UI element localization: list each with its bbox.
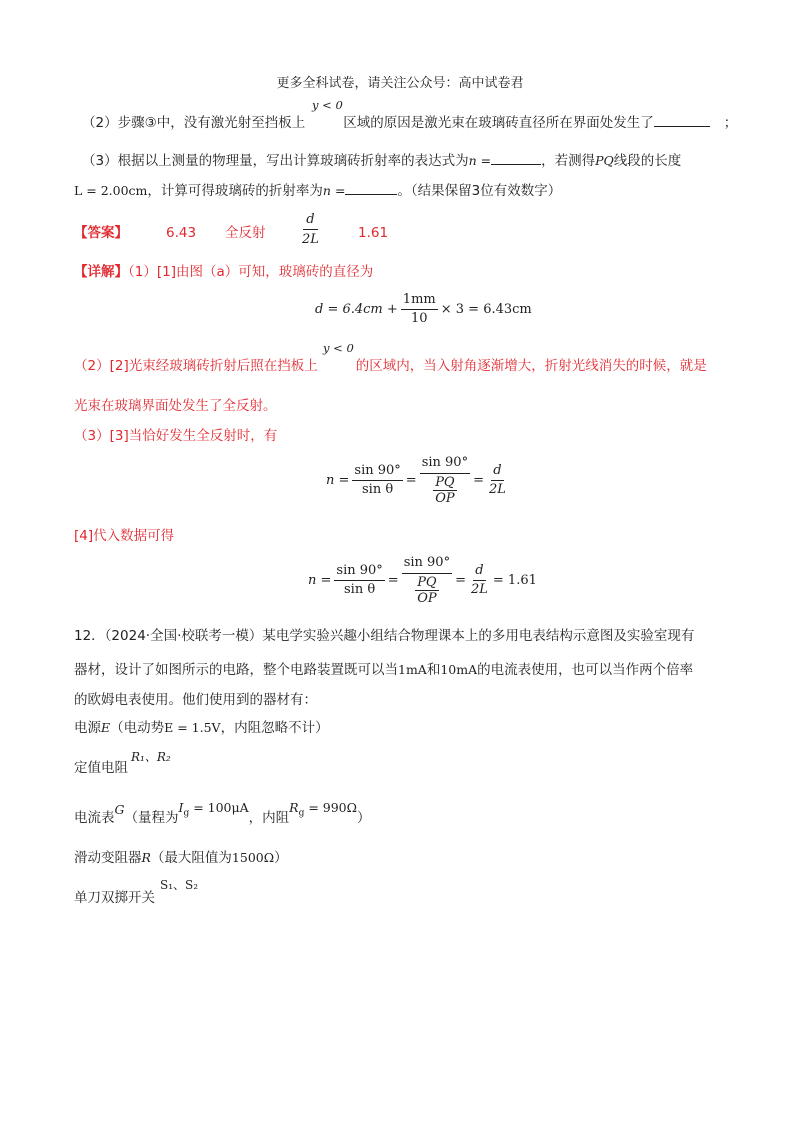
q3-n-eq: n = [468,153,492,168]
f2-num-2: sin 90° [420,454,470,474]
galvanometer-mid2: ，内阻 [248,810,290,826]
f1-fraction [401,292,438,327]
q3-n-eq-2: n = [322,183,346,198]
f3-right: = 1.61 [492,572,537,588]
f2-den-2 [431,474,458,506]
f3-den-2-num: PQ [417,575,437,590]
q12-1ma: 1mA [398,662,427,677]
q3-index-blank[interactable] [345,180,397,195]
answer-4: 1.61 [358,225,389,241]
f1-num: 1mm [401,292,438,310]
galvanometer-resistance: $R_g = 990\Omega$ [289,800,357,819]
f3-eq-2: = [455,572,466,588]
f1-left: d = 6.4cm + [315,302,398,317]
detail-line-1 [74,262,373,282]
detail-p4: [4]代入数据可得 [74,528,175,544]
rheostat-mid: （最大阻值为 [150,850,232,866]
q2-end: ； [723,115,738,131]
detail-p1: （1）[1]由图（a）可知，玻璃砖的直径为 [128,264,374,280]
q3-line1-suffix: 线段的长度 [613,153,682,169]
q3-L-eq: L = 2.00cm [74,183,148,198]
f2-den-2-den: OP [435,491,455,506]
q3-line1-mid: ，若测得 [541,153,596,169]
question-3-line-2 [74,180,561,201]
q12-line2-prefix: 器材，设计了如图所示的电路，整个电路装置既可以当 [74,662,398,678]
detail-label: 【详解】 [74,264,128,280]
f2-fraction-2 [420,454,470,506]
f3-fraction-3 [469,563,490,598]
source-value: E = 1.5V [164,720,221,735]
q12-equipment-source [74,718,329,738]
rheostat-prefix: 滑动变阻器 [74,850,142,866]
page-header: 更多全科试卷，请关注公众号：高中试卷君 [276,76,524,91]
q2-math-y-lt-0: y < 0 [312,98,343,112]
detail-p2-line-2: 光束在玻璃界面处发生了全反射。 [74,398,277,414]
galvanometer-range: $I_g = 100\mu A$ [178,800,249,819]
q12-equipment-resistors-label: 定值电阻 [74,760,128,776]
detail-p3: （3）[3]当恰好发生全反射时，有 [74,428,278,444]
f2-den-1: sin θ [362,481,394,497]
answer-1: 6.43 [166,225,197,241]
f2-fraction-1 [352,463,402,498]
rheostat-symbol: R [141,850,151,865]
q12-line-3: 的欧姆电表使用。他们使用到的器材有： [74,692,317,708]
f3-eq-1: = [387,572,399,588]
formula-index-numeric [308,554,537,606]
q12-equipment-rheostat [74,848,288,868]
f3-den-2-den: OP [417,591,437,606]
f3-den-2 [413,574,440,606]
rheostat-value: 1500Ω [231,850,275,865]
detail-p2-suffix: 的区域内，当入射角逐渐增大，折射光线消失的时候，就是 [355,358,707,374]
source-prefix: 电源 [74,720,101,736]
q12-equipment-switches-label: 单刀双掷开关 [74,890,155,906]
p2-math-y-lt-0: y < 0 [323,341,354,355]
q2-prefix: （2）步骤③中，没有激光射至挡板上 [82,115,306,131]
formula-index-symbolic [326,454,511,506]
answer-3-fraction [302,211,319,248]
f3-den-3: 2L [471,581,488,597]
q3-line2-mid: ，计算可得玻璃砖的折射率为 [147,183,323,199]
f2-den-3: 2L [489,481,506,497]
answer-3-den: 2L [302,232,319,247]
q3-pq: PQ [595,153,614,168]
f2-n: n = [326,472,350,488]
detail-p2-prefix: （2）[2]光束经玻璃砖折射后照在挡板上 [74,358,318,374]
f2-den-2-num: PQ [435,475,455,490]
f3-n: n = [308,572,332,588]
q12-line2-mid: 和 [426,662,441,678]
question-3-line-1 [82,150,681,171]
q3-line2-suffix: 。（结果保留3位有效数字） [397,183,562,199]
source-symbol: E [101,720,111,735]
galvanometer-symbol: G [114,802,125,817]
formula-diameter [315,292,532,327]
q12-line-2 [74,660,693,680]
f2-fraction-3 [487,463,508,498]
source-suffix: ，内阻忽略不计） [220,720,329,736]
galvanometer-suffix: ） [357,810,371,826]
q12-10ma: 10mA [440,662,478,677]
q2-answer-blank[interactable] [654,112,710,127]
f2-eq-2: = [473,472,484,488]
q3-line1-prefix: （3）根据以上测量的物理量，写出计算玻璃砖折射率的表达式为 [82,153,469,169]
answer-label: 【答案】 [74,225,128,241]
q2-suffix: 区域的原因是激光束在玻璃砖直径所在界面处发生了 [343,115,654,131]
galvanometer-prefix: 电流表 [74,810,115,826]
f1-den: 10 [410,311,428,326]
q12-equipment-galvanometer [74,800,371,834]
source-mid: （电动势 [110,720,165,736]
galvanometer-mid: （量程为 [124,810,179,826]
f3-den-1: sin θ [344,581,376,597]
f2-eq-1: = [405,472,417,488]
rheostat-suffix: ） [274,850,288,866]
detail-p2-line-1 [74,356,707,376]
q3-expression-blank[interactable] [491,150,541,165]
resistors-symbols: R₁、R₂ [131,750,171,764]
switches-symbols: S₁、S₂ [160,878,199,892]
f3-fraction-2 [402,554,452,606]
answer-2: 全反射 [225,225,266,241]
f3-num-1: sin 90° [334,563,384,581]
f3-num-3: d [473,563,485,581]
f1-right: × 3 = 6.43cm [440,302,532,317]
f3-num-2: sin 90° [402,554,452,574]
f2-num-3: d [491,463,503,481]
f3-fraction-1 [334,563,384,598]
q12-line-1: 12．（2024·全国·校联考一模）某电学实验兴趣小组结合物理课本上的多用电表结构示意图及实验室现有 [74,628,695,644]
f2-num-1: sin 90° [352,463,402,481]
q12-line2-suffix: 的电流表使用，也可以当作两个倍率 [477,662,694,678]
answer-3-num: d [303,211,317,230]
question-2 [82,112,737,133]
